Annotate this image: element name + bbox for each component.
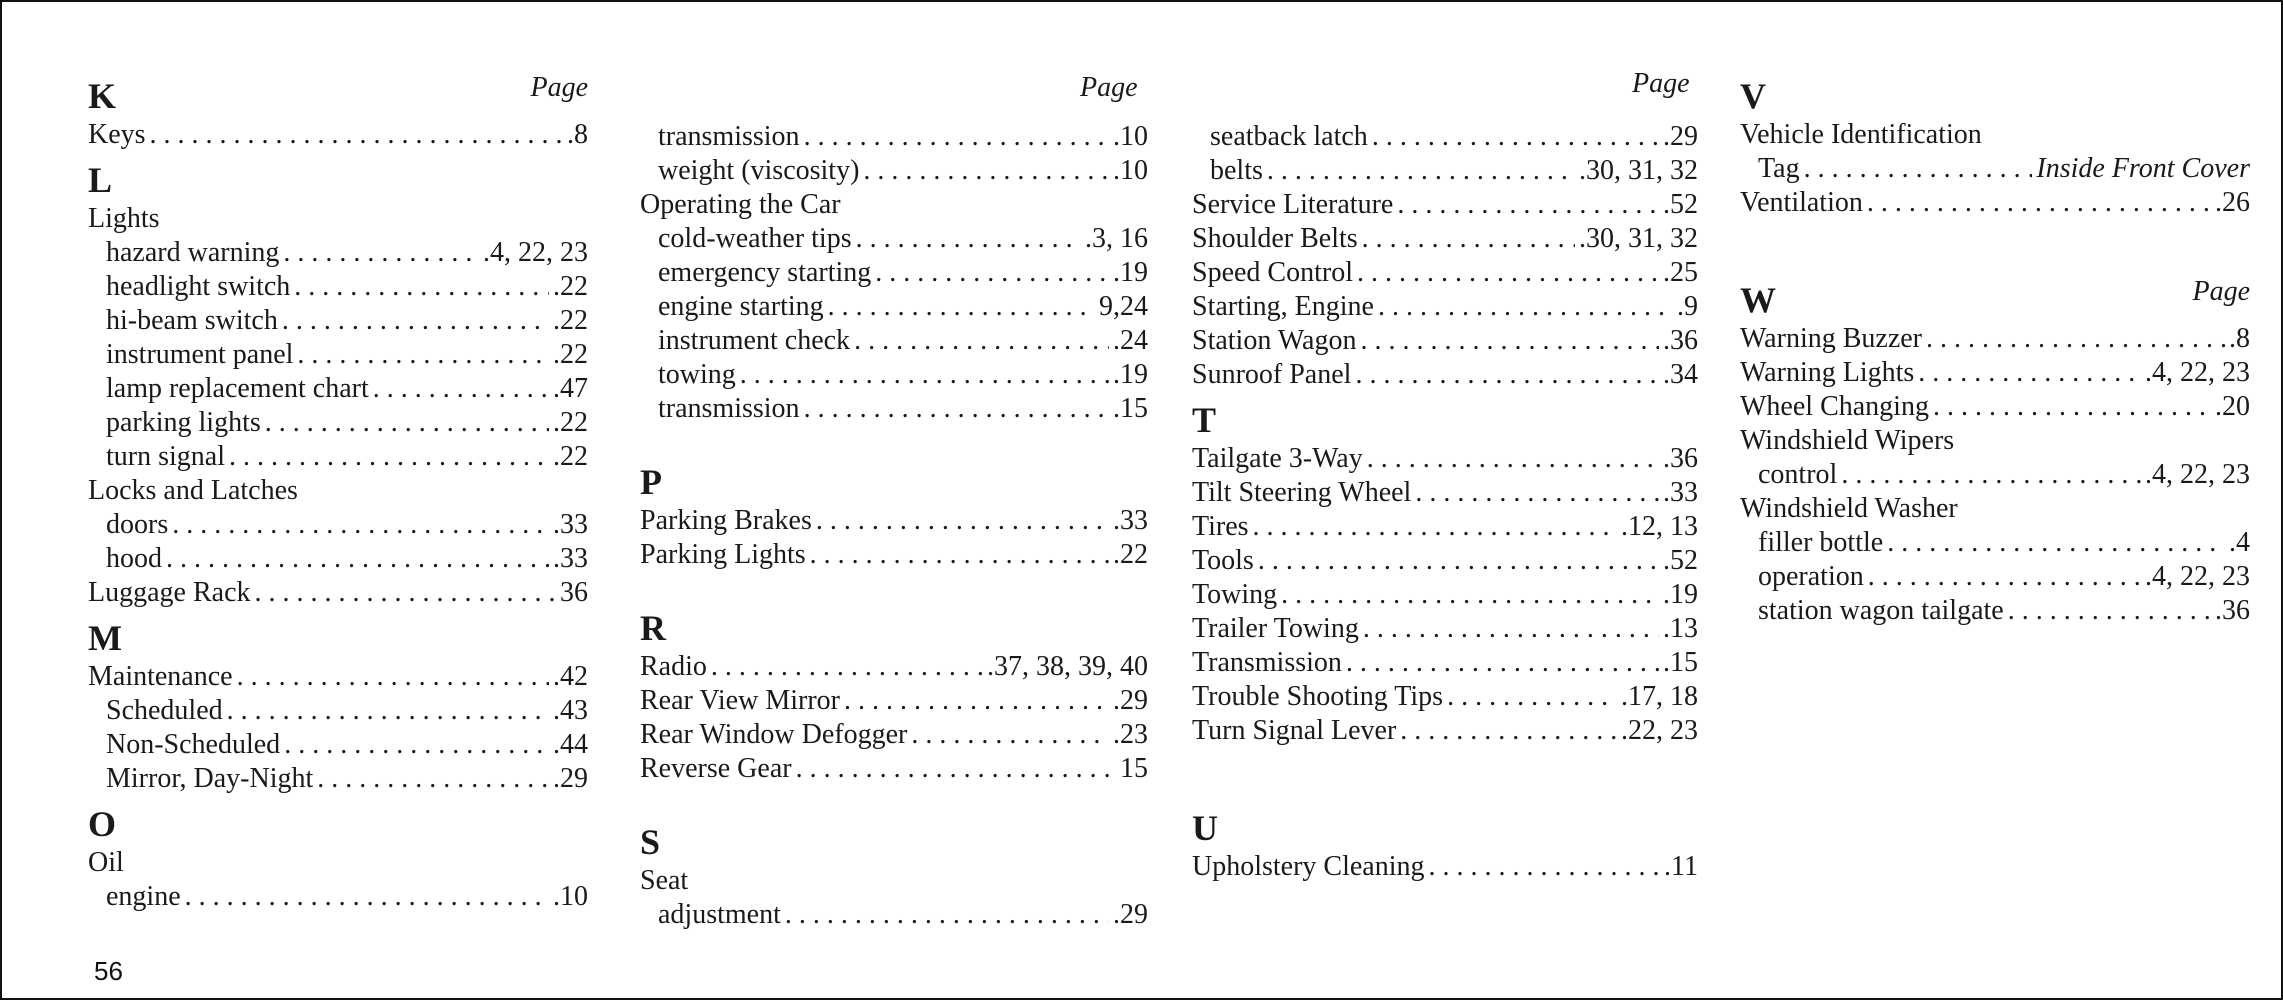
dot-leader [229,440,549,474]
page-column-header: Page [530,72,588,103]
index-entry [640,684,1148,718]
entry-label: Luggage Rack [88,577,251,608]
entry-label: Sunroof Panel [1192,359,1352,390]
index-column-2 [640,68,1148,932]
entry-page-numbers: .29 [1113,899,1148,930]
dot-leader [740,358,1109,392]
entry-label: Turn Signal Lever [1192,715,1397,746]
index-entry [1192,850,1698,884]
dot-leader [1926,322,2225,356]
dot-leader [1397,188,1659,222]
entry-page-numbers: .22 [1113,539,1148,570]
dot-leader [911,718,1109,752]
entry-label: Windshield Wipers [1740,425,1955,456]
entry-page-numbers: .4, 22, 23 [2145,357,2250,388]
letter-section-heading [640,606,1148,650]
entry-label: instrument panel [106,339,294,370]
index-entry [1192,646,1698,680]
entry-label: seatback latch [1210,121,1368,152]
entry-label: Maintenance [88,661,233,692]
index-column-1 [88,68,588,914]
index-entry [1740,560,2250,594]
dot-leader [804,392,1109,426]
entry-label: Towing [1192,579,1278,610]
section-letter: S [640,822,661,862]
entry-page-numbers: .47 [553,373,588,404]
entry-page-numbers: .4, 22, 23 [483,237,588,268]
index-entry [1740,390,2250,424]
section-letter: O [88,804,117,844]
dot-leader [1447,680,1617,714]
entry-page-numbers: .33 [1113,505,1148,536]
index-group-heading [640,864,1148,898]
entry-page-numbers: .23 [1113,719,1148,750]
entry-label: adjustment [658,899,781,930]
dot-leader [265,406,549,440]
entry-label: Seat [640,865,689,896]
index-entry [640,154,1148,188]
entry-page-numbers: .36 [1663,325,1698,356]
entry-label: Tilt Steering Wheel [1192,477,1412,508]
page-column-header: Page [2192,276,2250,307]
dot-leader [2008,594,2211,628]
index-group-heading [88,846,588,880]
letter-section-heading [1192,398,1698,442]
entry-label: weight (viscosity) [658,155,860,186]
index-entry [1192,222,1698,256]
entry-label: doors [106,509,169,540]
entry-page-numbers: .15 [1663,647,1698,678]
entry-page-numbers: .42 [553,661,588,692]
entry-label: Radio [640,651,707,682]
page-column-header: Page [1080,72,1138,103]
dot-leader [1355,358,1659,392]
entry-label: Warning Buzzer [1740,323,1922,354]
letter-section-heading [88,158,588,202]
section-letter: M [88,618,122,658]
entry-label: operation [1758,561,1864,592]
index-entry [640,290,1148,324]
entry-page-numbers: 15 [1120,753,1148,784]
index-entry [88,406,588,440]
letter-section-heading [1740,74,2250,118]
entry-page-numbers: .43 [553,695,588,726]
dot-leader [1918,356,2141,390]
index-entry [1740,322,2250,356]
entry-label: hood [106,543,162,574]
index-entry [1192,544,1698,578]
entry-label: Speed Control [1192,257,1353,288]
entry-page-numbers: .22 [553,305,588,336]
entry-page-numbers: .25 [1663,257,1698,288]
index-entry [88,338,588,372]
entry-page-numbers: .19 [1113,257,1148,288]
entry-label: Tools [1192,545,1254,576]
entry-page-numbers: .22 [553,407,588,438]
index-entry [1192,510,1698,544]
index-group-heading [1740,118,2250,152]
entry-label: transmission [658,393,800,424]
spacer [640,426,1148,454]
dot-leader [1867,186,2211,220]
dot-leader [294,270,549,304]
entry-page-numbers: .24 [1113,325,1148,356]
dot-leader [875,256,1109,290]
dot-leader [1258,544,1659,578]
index-entry [1740,356,2250,390]
index-entry [88,576,588,610]
index-entry [88,372,588,406]
dot-leader [804,120,1109,154]
entry-label: Warning Lights [1740,357,1915,388]
entry-page-numbers: .4, 22, 23 [2145,561,2250,592]
index-group-heading [640,188,1148,222]
index-entry [1740,526,2250,560]
entry-label: Vehicle Identification [1740,119,1982,150]
entry-label: parking lights [106,407,261,438]
index-entry [640,120,1148,154]
entry-page-numbers: .10 [1113,121,1148,152]
index-entry [88,508,588,542]
index-entry [88,728,588,762]
dot-leader [1281,578,1659,612]
entry-label: hazard warning [106,237,280,268]
entry-label: Mirror, Day-Night [106,763,314,794]
entry-label: emergency starting [658,257,872,288]
section-letter: V [1740,76,1766,116]
index-entry [88,542,588,576]
dot-leader [282,304,549,338]
entry-label: Trailer Towing [1192,613,1359,644]
entry-label: instrument check [658,325,851,356]
entry-page-numbers: .12, 13 [1621,511,1698,542]
letter-section-heading [1740,278,2250,322]
dot-leader [1887,526,2225,560]
dot-leader [1868,560,2141,594]
index-entry [640,538,1148,572]
entry-page-numbers: .11 [1664,851,1698,882]
entry-label: Reverse Gear [640,753,792,784]
entry-page-numbers: .36 [2215,595,2250,626]
entry-label: Oil [88,847,124,878]
entry-label: Tag [1758,153,1800,184]
dot-leader [828,290,1095,324]
section-letter: T [1192,400,1217,440]
entry-page-numbers: .3, 16 [1085,223,1148,254]
entry-page-numbers: .52 [1663,545,1698,576]
entry-page-numbers: Inside Front Cover [2036,153,2250,184]
section-letter: L [88,160,113,200]
entry-label: Lights [88,203,160,234]
index-entry [640,752,1148,786]
entry-page-numbers: .22 [553,339,588,370]
index-entry [88,270,588,304]
index-entry [1740,152,2250,186]
entry-label: Tailgate 3-Way [1192,443,1363,474]
entry-page-numbers: .8 [2229,323,2250,354]
dot-leader [1378,290,1673,324]
dot-leader [373,372,549,406]
entry-label: Shoulder Belts [1192,223,1358,254]
page-number: 56 [94,956,123,986]
index-entry [1192,188,1698,222]
dot-leader [185,880,549,914]
entry-page-numbers: .13 [1663,613,1698,644]
dot-leader [1360,324,1659,358]
dot-leader [1362,222,1575,256]
entry-page-numbers: .22 [553,271,588,302]
index-entry [1192,476,1698,510]
dot-leader [1346,646,1659,680]
section-letter: P [640,462,662,502]
index-entry [1192,442,1698,476]
dot-leader [856,222,1081,256]
entry-page-numbers: .30, 31, 32 [1579,155,1698,186]
entry-label: belts [1210,155,1263,186]
dot-leader [150,118,563,152]
entry-label: Rear View Mirror [640,685,840,716]
entry-label: lamp replacement chart [106,373,369,404]
dot-leader [172,508,549,542]
index-entry [88,660,588,694]
index-entry [1192,612,1698,646]
entry-label: Wheel Changing [1740,391,1929,422]
index-entry [640,718,1148,752]
letter-section-heading [1192,806,1698,850]
index-entry [640,256,1148,290]
dot-leader [255,576,557,610]
section-letter: R [640,608,666,648]
index-entry [1740,458,2250,492]
letter-section-heading [88,74,588,118]
entry-page-numbers: .37, 38, 39, 40 [987,651,1148,682]
index-entry [88,118,588,152]
entry-page-numbers: .33 [553,509,588,540]
index-column-4 [1740,68,2250,628]
letter-section-heading [88,616,588,660]
entry-label: Parking Brakes [640,505,812,536]
entry-label: Operating the Car [640,189,841,220]
index-entry [1192,680,1698,714]
entry-page-numbers: .26 [2215,187,2250,218]
index-entry [88,880,588,914]
index-entry [88,762,588,796]
entry-page-numbers: .10 [1113,155,1148,186]
dot-leader [863,154,1109,188]
entry-page-numbers: .8 [567,119,588,150]
dot-leader [844,684,1109,718]
entry-page-numbers: .29 [553,763,588,794]
entry-page-numbers: .19 [1663,579,1698,610]
dot-leader [785,898,1109,932]
index-entry [1192,358,1698,392]
entry-label: Upholstery Cleaning [1192,851,1425,882]
entry-label: Tires [1192,511,1249,542]
index-group-heading [1740,492,2250,526]
entry-label: Locks and Latches [88,475,298,506]
index-column-3 [1192,68,1698,884]
entry-page-numbers: .4, 22, 23 [2145,459,2250,490]
index-entry [1192,154,1698,188]
index-entry [1192,578,1698,612]
entry-label: Ventilation [1740,187,1863,218]
index-entry [640,650,1148,684]
index-entry [640,324,1148,358]
dot-leader [284,728,549,762]
entry-page-numbers: .22, 23 [1621,715,1698,746]
dot-leader [810,538,1109,572]
entry-label: station wagon tailgate [1758,595,2004,626]
letter-section-heading [640,460,1148,504]
entry-label: turn signal [106,441,225,472]
section-letter: K [88,76,117,116]
entry-label: control [1758,459,1838,490]
entry-page-numbers: .52 [1663,189,1698,220]
dot-leader [237,660,549,694]
dot-leader [1415,476,1659,510]
entry-page-numbers: 36 [560,577,588,608]
index-entry [1192,324,1698,358]
spacer [640,68,1148,120]
entry-label: Parking Lights [640,539,806,570]
entry-label: hi-beam switch [106,305,278,336]
entry-page-numbers: .15 [1113,393,1148,424]
dot-leader [1933,390,2211,424]
entry-label: engine [106,881,181,912]
index-group-heading [88,474,588,508]
letter-section-heading [640,820,1148,864]
dot-leader [1400,714,1617,748]
index-group-heading [88,202,588,236]
entry-label: transmission [658,121,800,152]
entry-label: engine starting [658,291,824,322]
dot-leader [1429,850,1661,884]
index-entry [88,440,588,474]
entry-page-numbers: .4 [2229,527,2250,558]
letter-section-heading [88,802,588,846]
dot-leader [1363,612,1659,646]
entry-page-numbers: .17, 18 [1621,681,1698,712]
entry-page-numbers: .36 [1663,443,1698,474]
dot-leader [1841,458,2141,492]
dot-leader [1267,154,1575,188]
page-column-header: Page [1632,68,1690,99]
dot-leader [227,694,549,728]
index-entry [640,358,1148,392]
dot-leader [816,504,1109,538]
entry-page-numbers: .9 [1677,291,1698,322]
entry-page-numbers: .19 [1113,359,1148,390]
spacer [1192,68,1698,120]
entry-label: cold-weather tips [658,223,852,254]
entry-label: Transmission [1192,647,1342,678]
dot-leader [1804,152,2033,186]
entry-page-numbers: .22 [553,441,588,472]
entry-label: Scheduled [106,695,223,726]
entry-page-numbers: .33 [553,543,588,574]
entry-label: Service Literature [1192,189,1394,220]
index-entry [1740,594,2250,628]
spacer [1740,220,2250,272]
entry-page-numbers: .33 [1663,477,1698,508]
index-entry [88,304,588,338]
dot-leader [711,650,983,684]
index-entry [88,236,588,270]
dot-leader [1253,510,1617,544]
index-entry [1192,256,1698,290]
entry-label: Windshield Washer [1740,493,1958,524]
entry-page-numbers: 9,24 [1099,291,1148,322]
index-entry [640,504,1148,538]
entry-label: Keys [88,119,146,150]
index-entry [640,392,1148,426]
spacer [640,572,1148,600]
entry-page-numbers: .44 [553,729,588,760]
index-group-heading [1740,424,2250,458]
entry-page-numbers: .10 [553,881,588,912]
entry-page-numbers: .30, 31, 32 [1579,223,1698,254]
entry-page-numbers: .34 [1663,359,1698,390]
dot-leader [1372,120,1659,154]
dot-leader [283,236,479,270]
dot-leader [166,542,549,576]
entry-label: filler bottle [1758,527,1884,558]
dot-leader [1357,256,1659,290]
entry-label: Non-Scheduled [106,729,281,760]
entry-label: Rear Window Defogger [640,719,908,750]
dot-leader [297,338,549,372]
index-entry [1740,186,2250,220]
entry-label: Starting, Engine [1192,291,1374,322]
dot-leader [796,752,1116,786]
index-entry [1192,290,1698,324]
index-entry [640,222,1148,256]
index-entry [1192,120,1698,154]
entry-label: towing [658,359,736,390]
index-entry [1192,714,1698,748]
entry-page-numbers: .29 [1113,685,1148,716]
entry-label: headlight switch [106,271,291,302]
entry-page-numbers: .29 [1663,121,1698,152]
spacer [1192,748,1698,800]
section-letter: U [1192,808,1218,848]
entry-label: Station Wagon [1192,325,1357,356]
dot-leader [317,762,549,796]
entry-label: Trouble Shooting Tips [1192,681,1444,712]
dot-leader [1367,442,1659,476]
spacer [640,786,1148,814]
entry-page-numbers: .20 [2215,391,2250,422]
section-letter: W [1740,280,1776,320]
dot-leader [854,324,1109,358]
index-entry [640,898,1148,932]
index-entry [88,694,588,728]
